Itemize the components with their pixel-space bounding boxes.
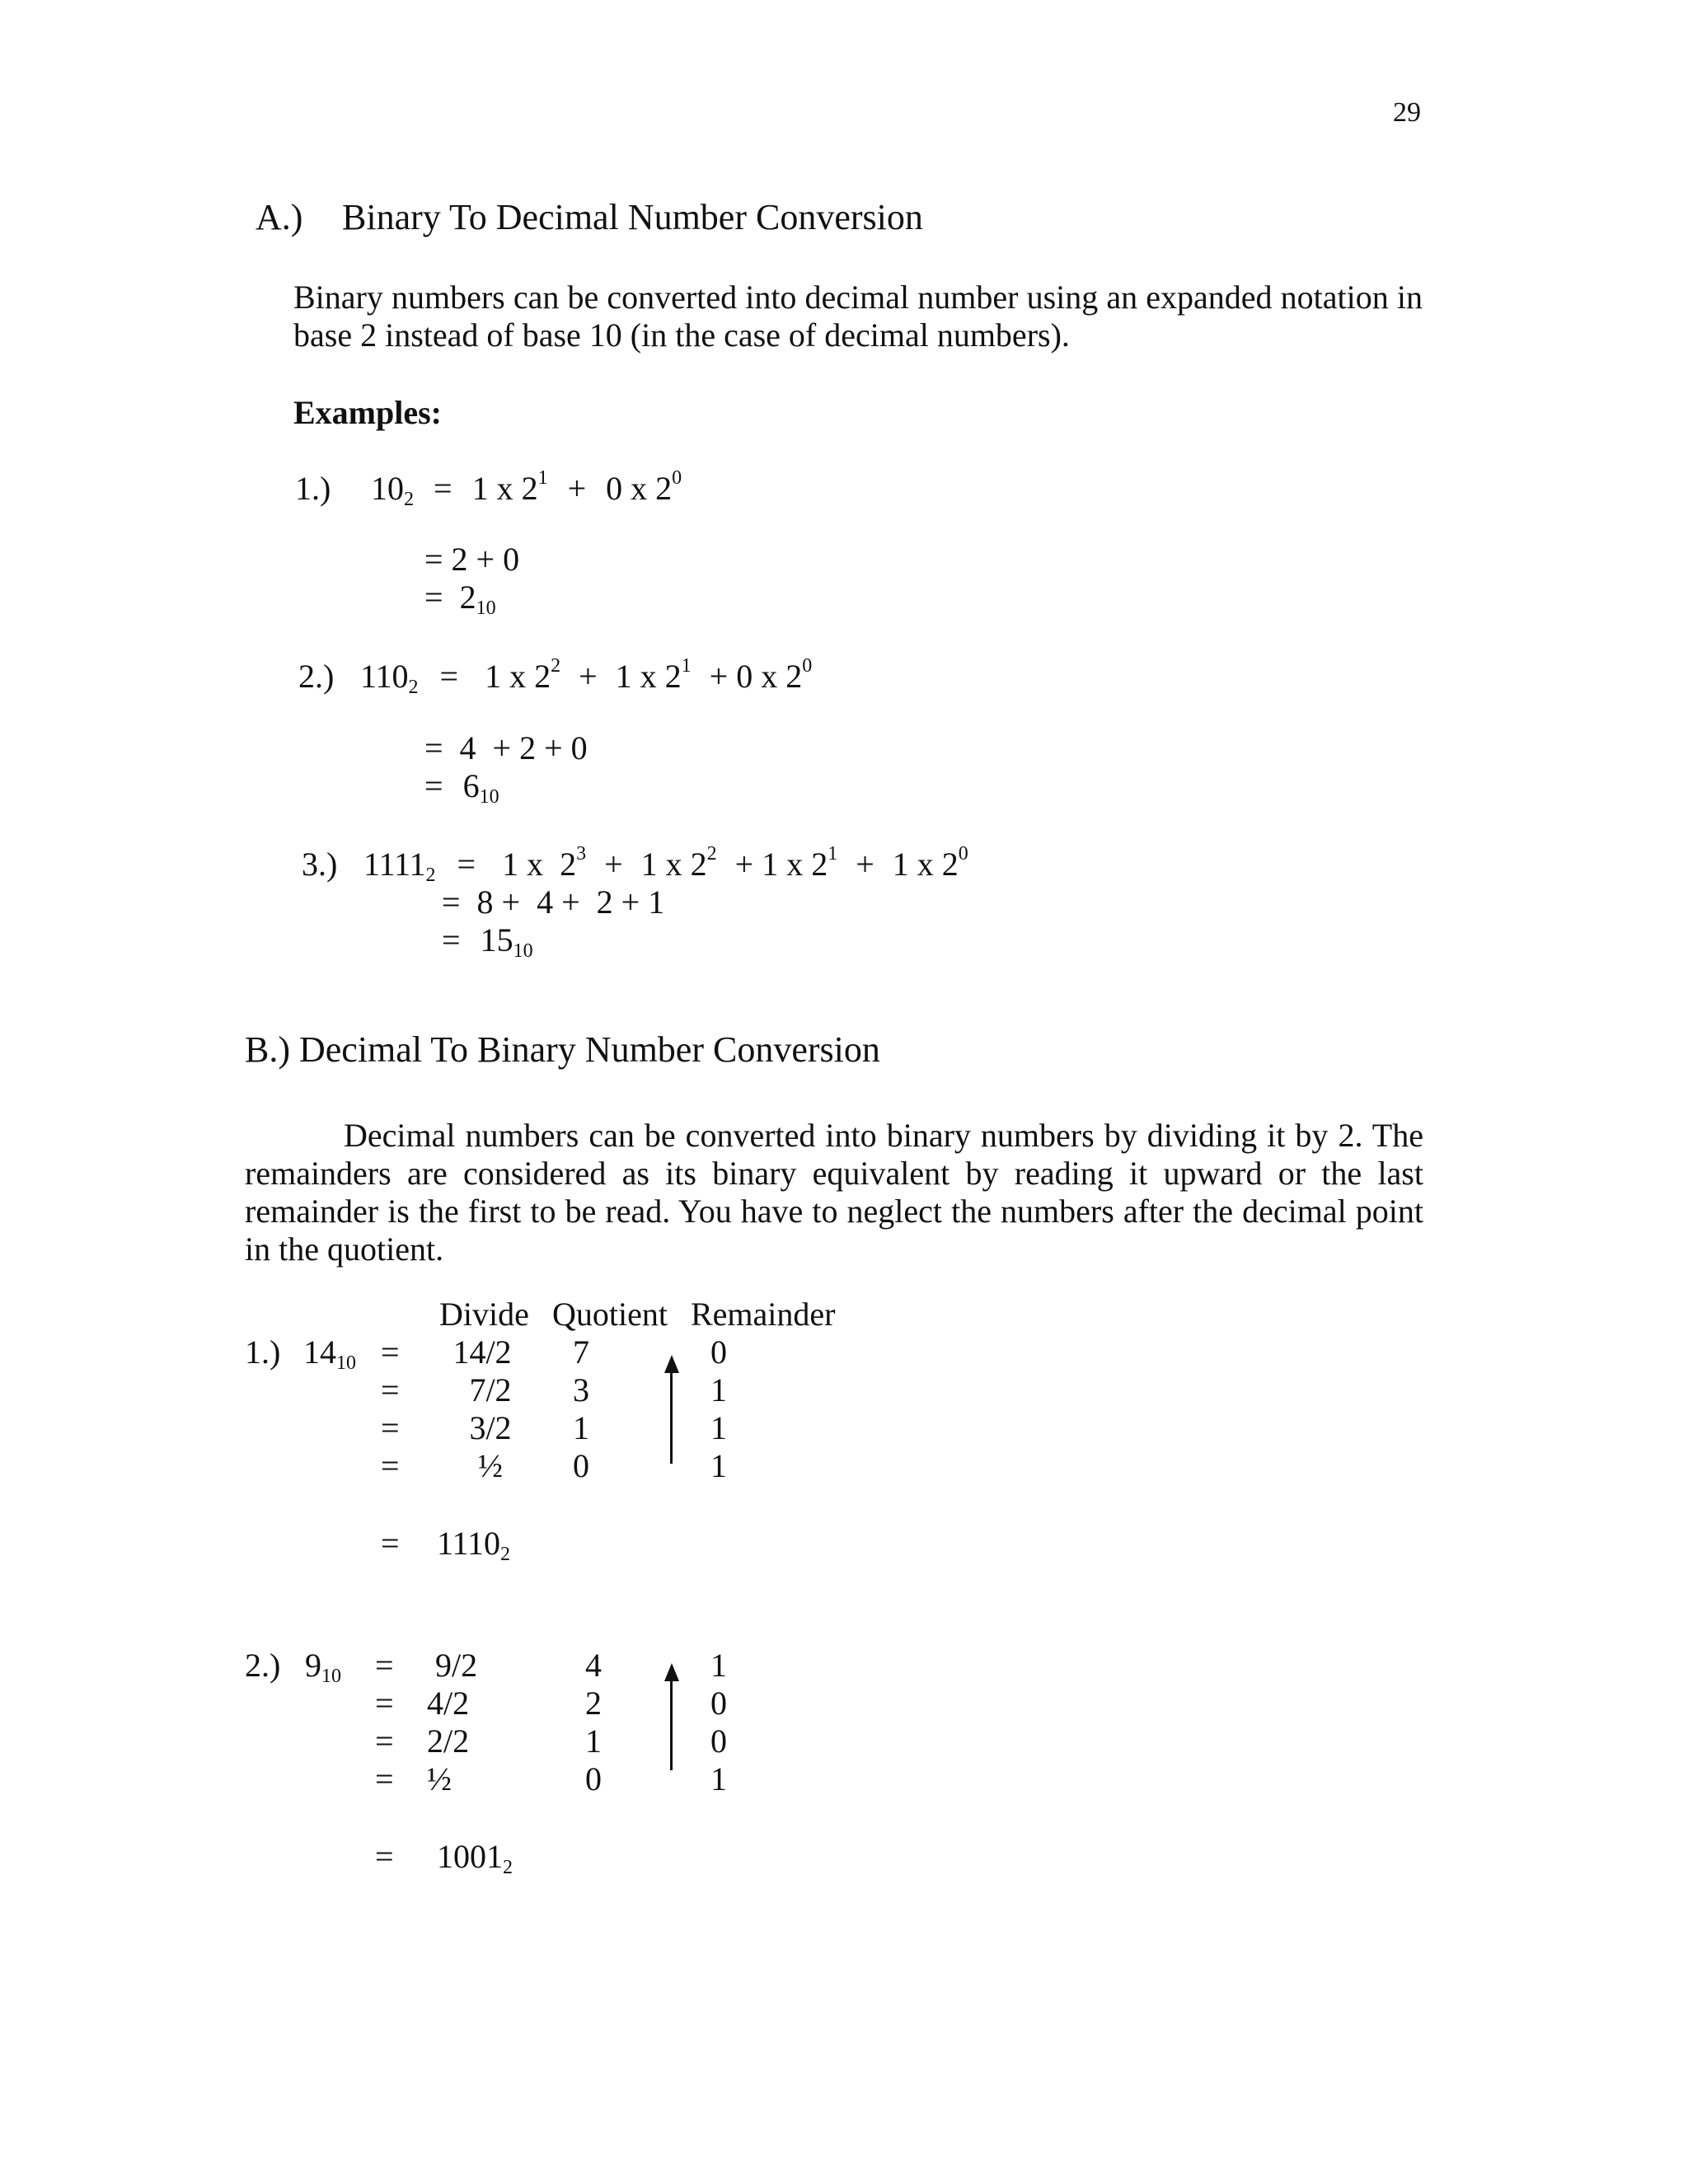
header-divide: Divide — [439, 1296, 529, 1333]
intro-line: Binary numbers can be converted into decimal number using an expanded notation in — [293, 279, 1423, 316]
row-quotient: 0 — [585, 1760, 602, 1797]
row-eq: = — [381, 1409, 400, 1446]
term: 1 x 2 — [615, 658, 682, 695]
row-divide: 14/2 — [452, 1333, 512, 1371]
intro-line: base 2 instead of base 10 (in the case of decimal numbers). — [293, 316, 1070, 354]
exponent: 1 — [681, 654, 692, 677]
row-eq: = — [375, 1647, 394, 1684]
row-remainder: 1 — [710, 1647, 727, 1684]
base-subscript: 2 — [408, 677, 419, 699]
section-a-intro — [293, 279, 1423, 354]
row-remainder: 1 — [710, 1371, 727, 1408]
equals-sign: = — [442, 921, 461, 958]
row-quotient: 1 — [573, 1409, 589, 1446]
example-step: = 8 + 4 + 2 + 1 — [442, 883, 665, 921]
row-divide: 2/2 — [427, 1722, 470, 1760]
example-result — [424, 579, 496, 620]
exponent: 1 — [537, 466, 548, 489]
example-expression — [371, 466, 682, 511]
term: + 1 x 2 — [734, 846, 828, 883]
row-remainder: 0 — [710, 1722, 727, 1760]
section-b-title: B.) Decimal To Binary Number Conversion — [245, 1029, 880, 1070]
exponent: 0 — [672, 466, 682, 489]
row-quotient: 4 — [585, 1647, 602, 1684]
term: + 0 x 2 — [709, 658, 803, 695]
base-subscript: 10 — [321, 1666, 341, 1688]
example-result — [424, 767, 499, 808]
header-quotient: Quotient — [552, 1296, 668, 1333]
equals-sign: = — [457, 846, 476, 883]
example-result — [442, 921, 533, 963]
row-eq: = — [381, 1447, 400, 1484]
example-number: 1.) — [245, 1333, 281, 1371]
section-a-label: A.) — [256, 197, 303, 237]
row-remainder: 1 — [710, 1760, 727, 1797]
paragraph-line: remainder is the first to be read. You have to neglect the numbers after the decimal point — [245, 1193, 1423, 1230]
base-subscript: 2 — [425, 865, 436, 887]
result-eq: = — [375, 1838, 394, 1875]
row-divide: ½ — [427, 1760, 452, 1797]
section-a-title: Binary To Decimal Number Conversion — [342, 197, 923, 237]
term: 1 x 2 — [471, 470, 538, 507]
binary-result: $1001_2$ — [437, 1838, 513, 1879]
row-quotient: 0 — [573, 1447, 589, 1484]
decimal-value: $14_{10}$ — [303, 1333, 356, 1375]
exponent: 1 — [828, 842, 838, 865]
example-number: 1.) — [295, 470, 331, 507]
example-number: 3.) — [302, 846, 338, 883]
result-eq: = — [381, 1525, 400, 1562]
row-eq: = — [381, 1333, 400, 1371]
row-divide: ½ — [478, 1447, 503, 1484]
exponent: 0 — [958, 842, 968, 865]
decimal-value: $9_{10}$ — [305, 1647, 341, 1688]
equals-sign: = — [424, 579, 443, 616]
examples-label: Examples: — [293, 394, 442, 431]
base-subscript: 2 — [404, 489, 414, 511]
row-divide: 7/2 — [469, 1371, 512, 1408]
decimal-result: 2 — [459, 579, 476, 616]
decimal-result: 15 — [480, 921, 513, 958]
equals-sign: = — [434, 470, 452, 507]
section-b-paragraph — [245, 1117, 1423, 1268]
row-divide: 4/2 — [427, 1685, 470, 1722]
binary-value: 10 — [371, 470, 404, 507]
binary-value: 1111 — [363, 846, 426, 883]
row-remainder: 1 — [710, 1409, 727, 1446]
equals-sign: = — [424, 767, 443, 804]
row-quotient: 2 — [585, 1685, 602, 1722]
plus-sign: + — [579, 658, 598, 695]
row-quotient: 7 — [573, 1333, 589, 1371]
paragraph-line: remainders are considered as its binary equivalent by reading it upward or the last — [245, 1155, 1423, 1192]
term: 1 x 2 — [640, 846, 707, 883]
term: 1 x 2 — [892, 846, 959, 883]
row-remainder: 0 — [710, 1685, 727, 1722]
base-subscript: 10 — [336, 1352, 356, 1375]
row-eq: = — [375, 1722, 394, 1760]
read-upward-arrow-line — [670, 1678, 673, 1770]
row-divide: 3/2 — [469, 1409, 512, 1446]
read-upward-arrow-line — [670, 1370, 673, 1464]
base-subscript: 2 — [500, 1544, 511, 1566]
plus-sign: + — [856, 846, 874, 883]
base-subscript: 10 — [476, 598, 496, 620]
binary-value: 110 — [360, 658, 409, 695]
plus-sign: + — [567, 470, 587, 507]
example-number: 2.) — [298, 658, 335, 695]
row-remainder: 0 — [710, 1333, 727, 1371]
term: 0 x 2 — [606, 470, 673, 507]
row-quotient: 1 — [585, 1722, 602, 1760]
decimal-result: 6 — [462, 767, 480, 804]
row-divide: 9/2 — [435, 1647, 478, 1684]
row-remainder: 1 — [710, 1447, 727, 1484]
paragraph-line: Decimal numbers can be converted into binary numbers by dividing it by 2. The — [344, 1117, 1423, 1154]
example-step: = 2 + 0 — [424, 541, 520, 578]
header-remainder: Remainder — [691, 1296, 836, 1333]
row-quotient: 3 — [573, 1371, 589, 1408]
example-expression — [360, 654, 813, 699]
equals-sign: = — [439, 658, 459, 695]
row-eq: = — [381, 1371, 400, 1408]
row-eq: = — [375, 1760, 394, 1797]
exponent: 2 — [551, 654, 561, 677]
page-number: 29 — [1393, 97, 1421, 128]
term: 1 x 2 — [502, 846, 577, 883]
term: 1 x 2 — [485, 658, 551, 695]
example-number: 2.) — [245, 1647, 281, 1684]
base-subscript: 10 — [513, 940, 533, 963]
base-subscript: 10 — [479, 786, 499, 808]
example-expression — [363, 842, 968, 887]
exponent: 0 — [802, 654, 813, 677]
binary-result: $1110_2$ — [437, 1525, 511, 1566]
paragraph-line: in the quotient. — [245, 1230, 444, 1268]
plus-sign: + — [604, 846, 623, 883]
base-subscript: 2 — [503, 1857, 513, 1879]
example-step: = 4 + 2 + 0 — [424, 729, 588, 766]
exponent: 3 — [576, 842, 587, 865]
row-eq: = — [375, 1685, 394, 1722]
exponent: 2 — [706, 842, 717, 865]
